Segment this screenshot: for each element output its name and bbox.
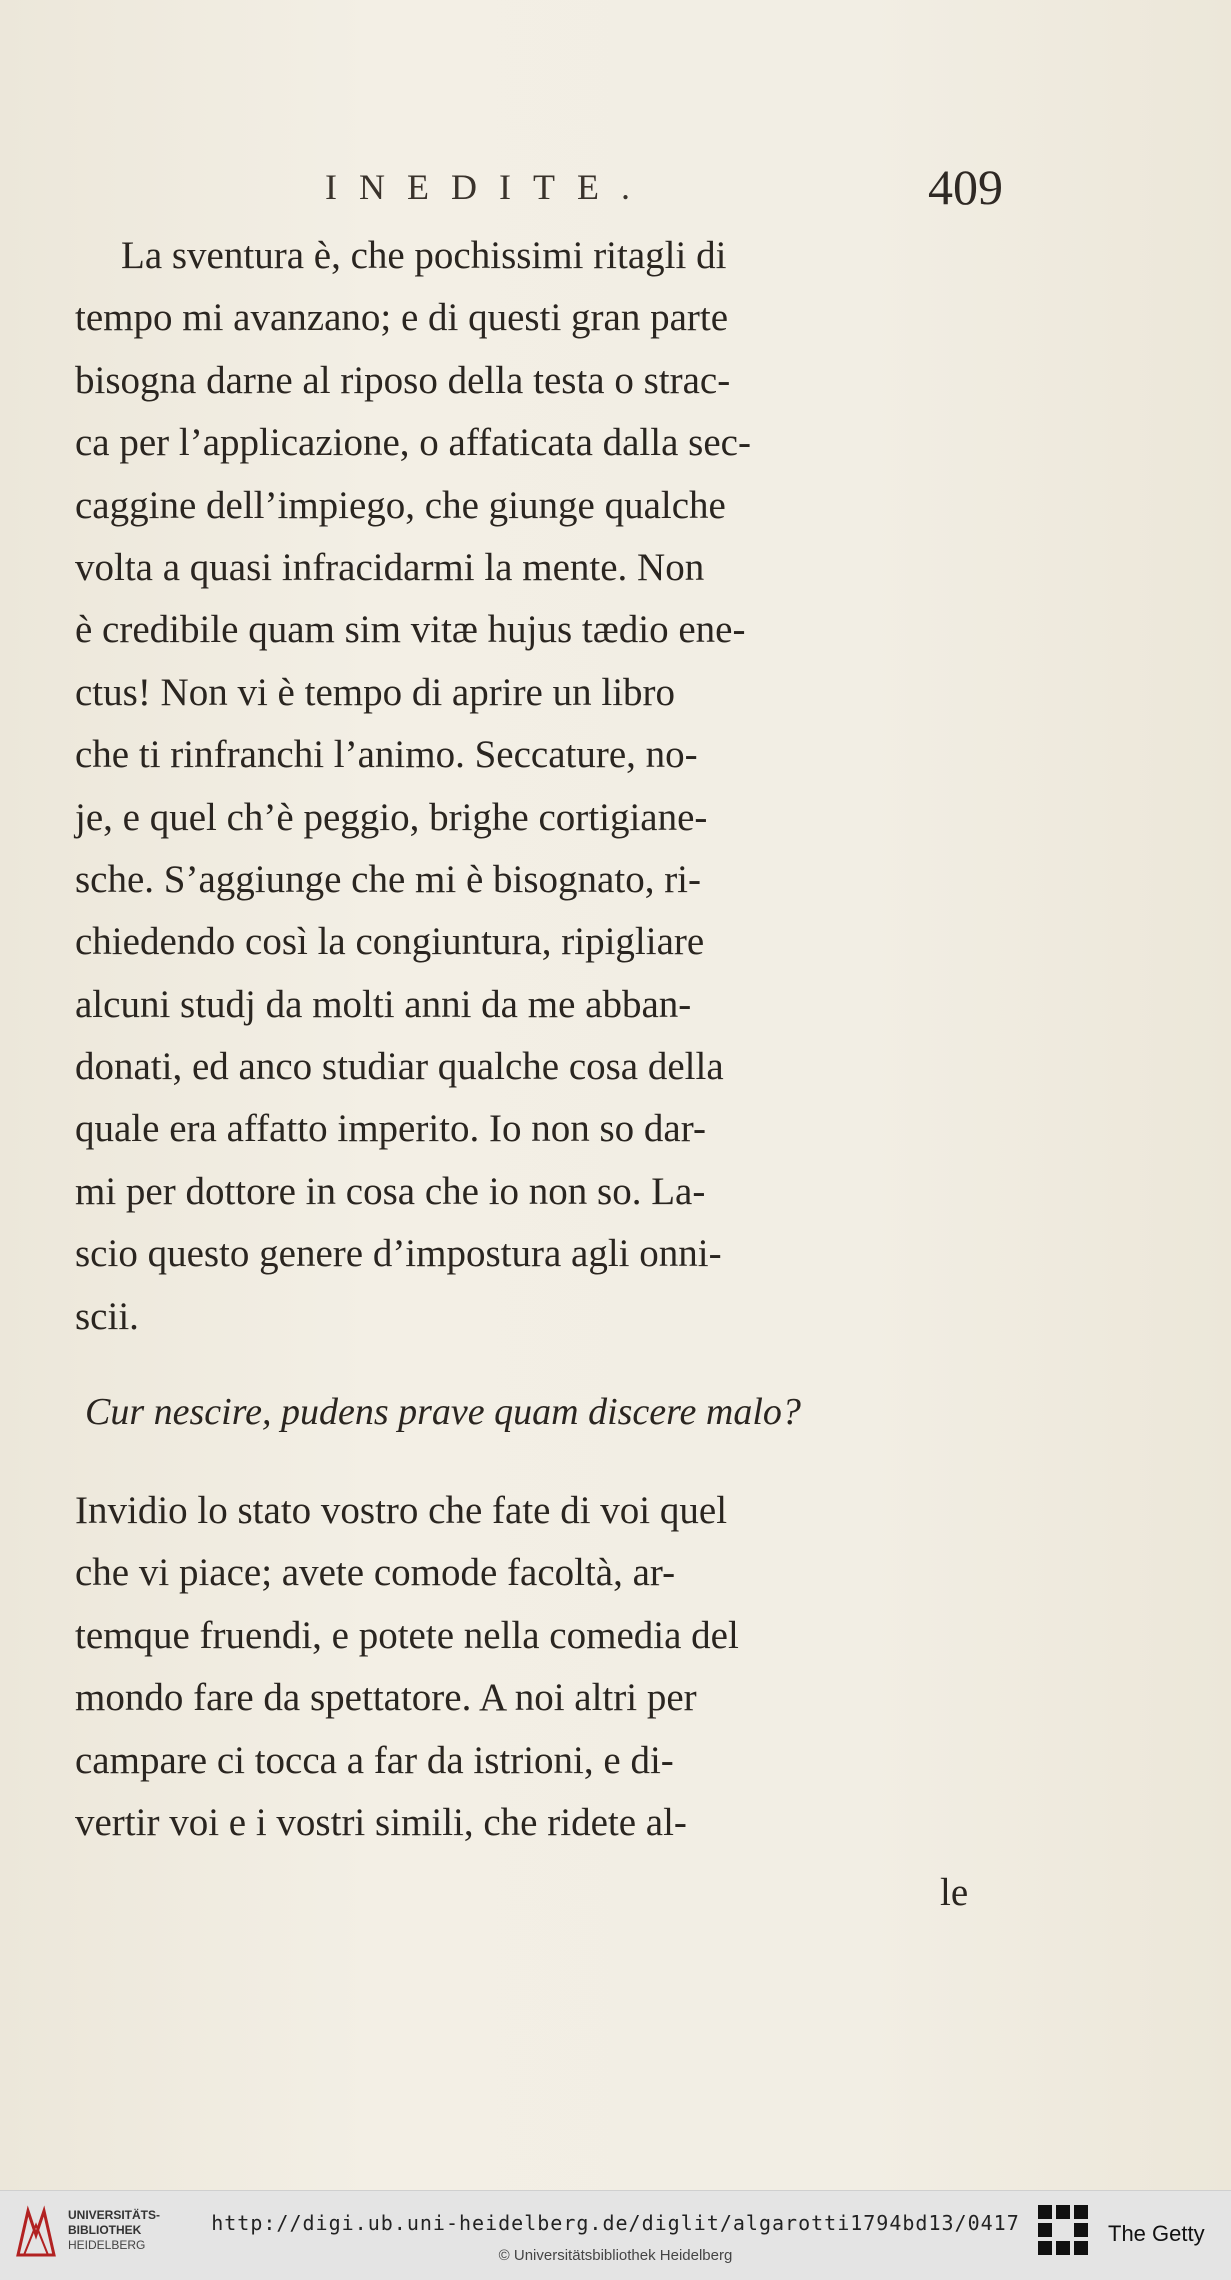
text-line: quale era affatto imperito. Io non so dar- [75,1107,706,1151]
partner-name: The Getty [1108,2221,1205,2246]
text-line: vertir voi e i vostri simili, che ridete al- [75,1800,687,1844]
text-line: je, e quel ch’è peggio, brighe cortigiane- [75,795,708,839]
paragraph-2 [75,1480,1021,1854]
catchword: le [940,1871,969,1914]
permalink-url[interactable]: http://digi.ub.uni-heidelberg.de/diglit/algarotti1794bd13/0417 [211,2211,1020,2235]
library-name-line: BIBLIOTHEK [68,2223,142,2237]
text-line: è credibile quam sim vitæ hujus tædio ene- [75,608,746,652]
text-line: alcuni studj da molti anni da me abban- [75,982,692,1026]
getty-logo-icon [1036,2201,1092,2265]
text-line: che ti rinfranchi l’animo. Seccature, no- [75,733,698,777]
text-line: La sventura è, che pochissimi ritagli di [121,234,727,277]
text-line: Invidio lo stato vostro che fate di voi quel [75,1489,728,1532]
text-line: donati, ed anco studiar qualche cosa della [75,1045,724,1089]
library-name-line: UNIVERSITÄTS- [68,2208,161,2222]
text-line: volta a quasi infracidarmi la mente. Non [75,545,705,589]
viewer-footer [0,2190,1231,2280]
text-line: ctus! Non vi è tempo di aprire un libro [75,670,676,714]
running-head: INEDITE. [325,167,652,207]
text-line: ca per l’applicazione, o affaticata dalla sec- [75,421,751,465]
page-number: 409 [928,159,1003,215]
text-line: scio questo genere d’impostura agli onni- [75,1232,722,1276]
text-line: sche. S’aggiunge che mi è bisognato, ri- [75,857,701,901]
copyright-notice: © Universitätsbibliothek Heidelberg [498,2247,733,2264]
latin-quote: Cur nescire, pudens prave quam discere malo? [85,1391,801,1433]
text-line: mondo fare da spettatore. A noi altri per [75,1676,697,1720]
text-line: mi per dottore in cosa che io non so. La- [75,1169,706,1213]
text-line: tempo mi avanzano; e di questi gran parte [75,296,729,340]
text-line: che vi piace; avete comode facoltà, ar- [75,1551,676,1595]
text-line: scii. [75,1294,139,1338]
library-name-line: HEIDELBERG [68,2238,146,2252]
text-line: bisogna darne al riposo della testa o strac- [75,358,731,402]
text-line: caggine dell’impiego, che giunge qualche [75,483,726,527]
text-line: campare ci tocca a far da istrioni, e di- [75,1738,674,1782]
paragraph-1 [75,225,1021,1348]
text-line: chiedendo così la congiuntura, ripigliare [75,920,705,964]
text-line: temque fruendi, e potete nella comedia del [75,1613,739,1657]
page-header [0,158,1231,218]
